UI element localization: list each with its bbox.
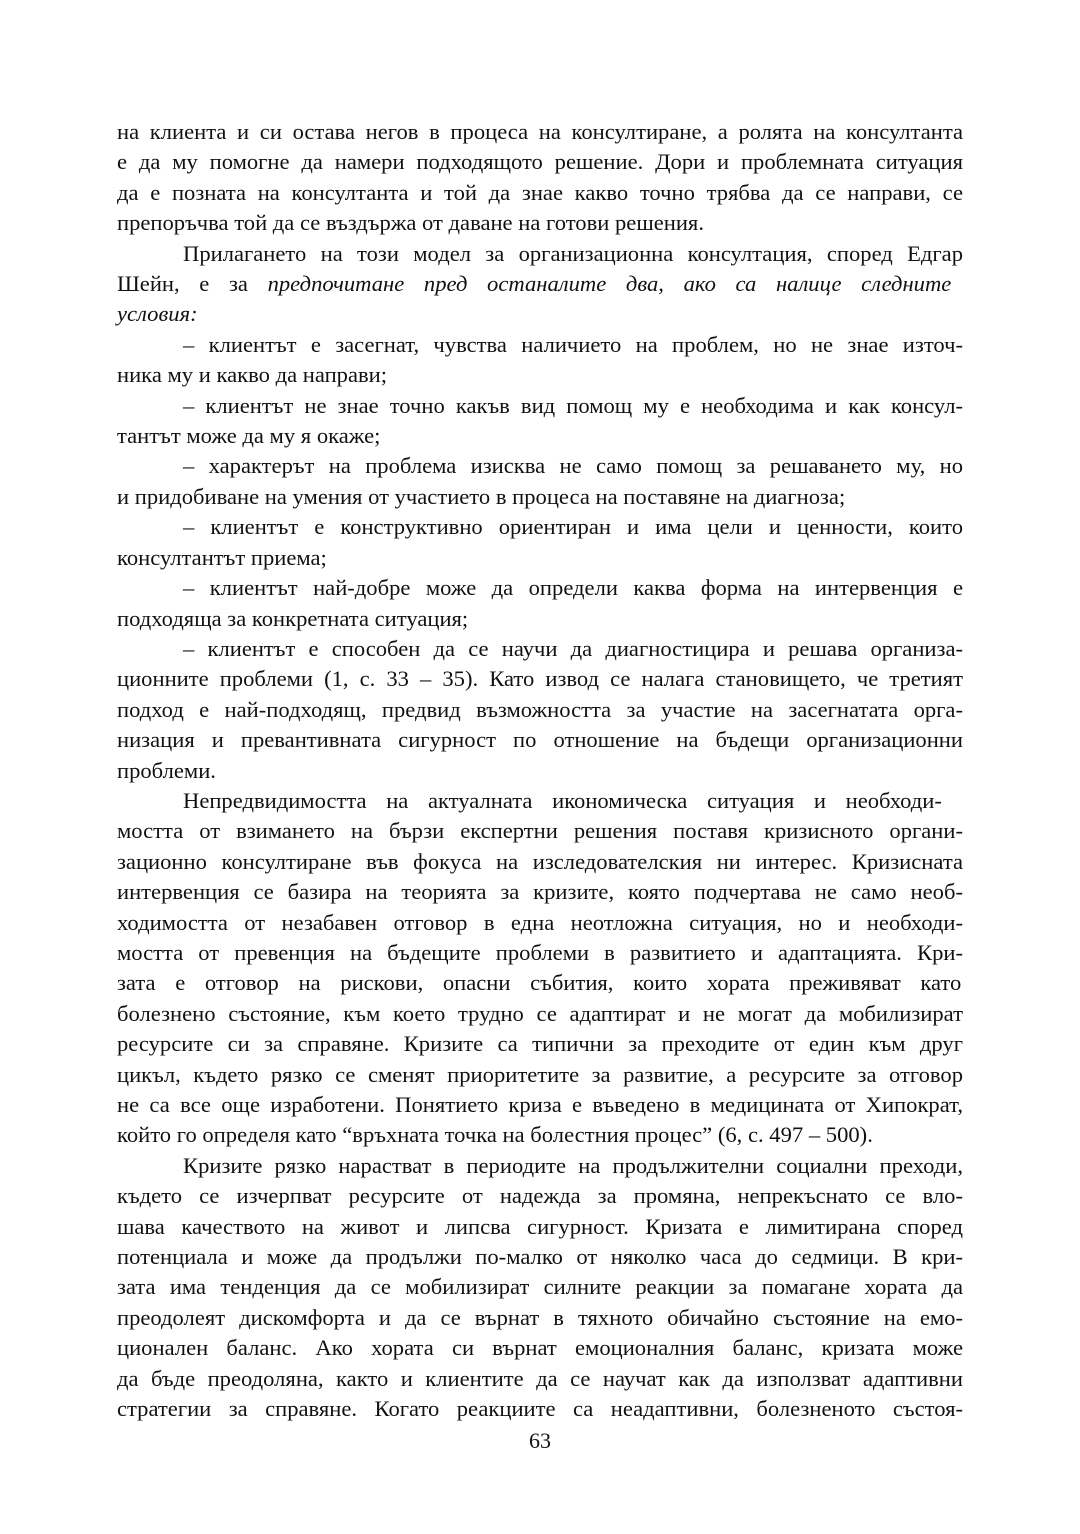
text-line: интервенция се базира на теорията за кризите, която подчертава не само необ-: [117, 879, 963, 905]
text-line: ционните проблеми (1, с. 33 – 35). Като извод се налага становището, че третият: [117, 666, 963, 692]
text-line: не са все още изработени. Понятието криза е въведено в медицината от Хипократ,: [117, 1092, 963, 1117]
paragraph: [117, 117, 963, 239]
text-line: Непредвидимостта на актуалната икономическа ситуация и необходи-: [183, 787, 942, 813]
list-item: [117, 451, 963, 512]
paragraph: [117, 786, 963, 1151]
page-number: 63: [529, 1428, 551, 1453]
text-line: който го определя като “връхната точка на болестния процес” (6, с. 497 – 500).: [117, 1122, 873, 1148]
text-line: и придобиване на умения от участието в процеса на поставяне на диагноза;: [117, 483, 846, 509]
text-line: ходимостта от незабавен отговор в една неотложна ситуация, но и необходи-: [117, 909, 963, 935]
text-line: [117, 269, 963, 299]
paragraph: [117, 1151, 963, 1425]
text-line: болезнено състояние, към което трудно се адаптират и не могат да мобилизират: [117, 1000, 963, 1026]
text-line: е да му помогне да намери подходящото решение. Дори и проблемната ситуация: [117, 149, 963, 175]
italic-phrase: предпочитане пред останалите два, ако са налице следните: [267, 271, 952, 297]
list-item: [117, 330, 963, 391]
body-text: [117, 117, 963, 1424]
text-line: където се изчерпват ресурсите от надежда за промяна, непрекъснато се вло-: [117, 1183, 963, 1209]
text-line: [117, 299, 963, 329]
text-line: тантът може да му я окаже;: [117, 423, 381, 449]
text-line: потенциала и може да продължи по-малко от няколко часа до седмици. В кри-: [117, 1244, 964, 1270]
text-line: на клиента и си остава негов в процеса на консултиране, а ролята на консултанта: [117, 119, 963, 144]
text-line: цикъл, където рязко се сменят приоритетите за развитие, а ресурсите за отговор: [117, 1061, 963, 1087]
italic-phrase: условия:: [117, 301, 198, 327]
text-line: стратегии за справяне. Когато реакциите са неадаптивни, болезненото състоя-: [117, 1396, 963, 1422]
text-line: подходяща за конкретната ситуация;: [117, 605, 469, 631]
text-line: зата има тенденция да се мобилизират силните реакции за помагане хората да: [117, 1274, 963, 1300]
text-line: низация и превантивната сигурност по отношение на бъдещи организационни: [117, 727, 963, 753]
text-line: зата е отговор на рискови, опасни събития, които хората преживяват като: [117, 970, 962, 996]
paragraph: [117, 239, 963, 330]
text-line: шава качеството на живот и липсва сигурност. Кризата е лимитирана според: [117, 1213, 963, 1239]
text-line: да е позната на консултанта и той да знае какво точно трябва да се направи, се: [117, 179, 963, 205]
text-line: консултантът приема;: [117, 544, 327, 570]
text-line: зационно консултиране във фокуса на изследователския ни интерес. Кризисната: [117, 848, 963, 874]
text-line: препоръчва той да се въздържа от даване на готови решения.: [117, 210, 704, 236]
text-line: – характерът на проблема изисква не само помощ за решаването му, но: [183, 453, 963, 479]
text-line: ника му и какво да направи;: [117, 362, 388, 388]
text-line: Прилагането на този модел за организационна консултация, според Едгар: [183, 240, 963, 266]
list-item: [117, 634, 963, 786]
text-line: – клиентът не знае точно какъв вид помощ му е необходима и как консул-: [183, 392, 963, 418]
text-line: ционален баланс. Ако хората си върнат емоционалния баланс, кризата може: [117, 1335, 963, 1361]
list-item: [117, 391, 963, 452]
text-run: Шейн, е за: [117, 271, 268, 297]
text-line: проблеми.: [117, 757, 216, 783]
text-line: – клиентът е засегнат, чувства наличието на проблем, но не знае източ-: [183, 331, 963, 357]
text-line: преодолеят дискомфорта и да се върнат в тяхното обичайно състояние на емо-: [117, 1304, 963, 1330]
text-line: ресурсите си за справяне. Кризите са типични за преходите от един към друг: [117, 1031, 963, 1057]
text-line: мостта от взимането на бързи експертни решения поставя кризисното органи-: [117, 818, 963, 844]
text-line: мостта от превенция на бъдещите проблеми в развитието и адаптацията. Кри-: [117, 939, 963, 965]
text-line: подход е най-подходящ, предвид възможността за участие на засегнатата орга-: [117, 696, 963, 722]
list-item: [117, 512, 963, 573]
text-line: Кризите рязко нарастват в периодите на продължителни социални преходи,: [183, 1152, 963, 1178]
text-line: – клиентът е способен да се научи да диагностицира и решава организа-: [183, 635, 963, 661]
list-item: [117, 573, 963, 634]
text-line: – клиентът най-добре може да определи каква форма на интервенция е: [183, 575, 963, 601]
text-line: да бъде преодоляна, както и клиентите да се научат как да използват адаптивни: [117, 1365, 963, 1391]
text-line: – клиентът е конструктивно ориентиран и има цели и ценности, които: [183, 514, 963, 540]
